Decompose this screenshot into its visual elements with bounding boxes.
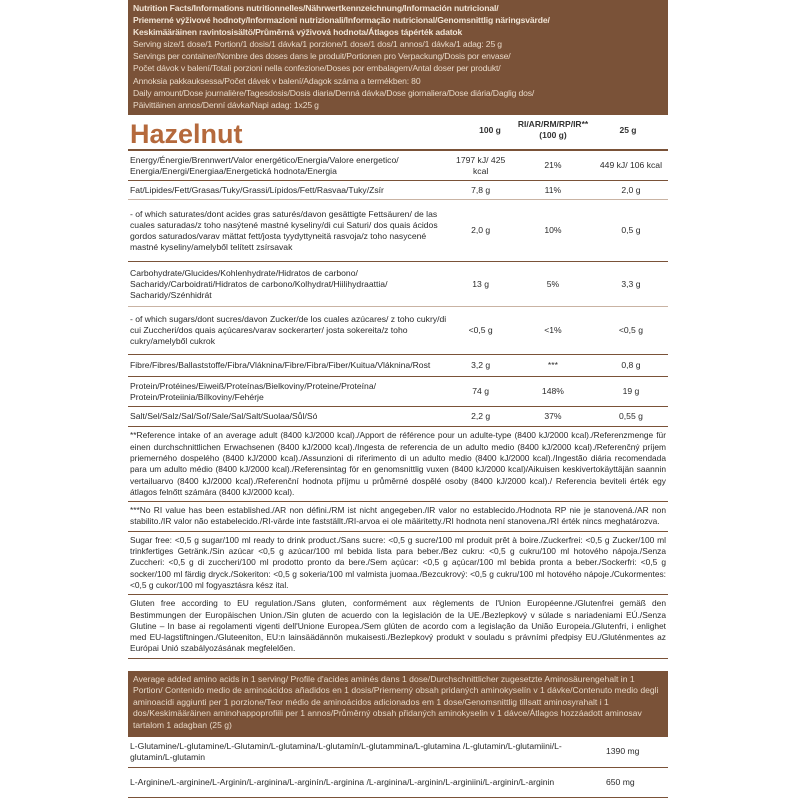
value-ri: <1% bbox=[544, 325, 562, 336]
nutrient-label: - of which saturates/dont acides gras saturés/davon gesättigte Fettsäuren/ de las cuales saturadas/z toho nasýtené mastné kyseliny/di cui Saturi/ dos quais ácidos gordos saturados/varav mättat fett/josta tyydyttyneitä rasvoja/z toho nasycené mastné kyseliny/amelyből telített zsírsavak bbox=[130, 208, 438, 252]
amino-acid-label: L-Glutamine/L-glutamine/L-Glutamin/L-glutamina/L-glutamín/L-glutammina/L-glutamina /L-glutamin/L-glutamiini/L-glutamin/L-glutamin bbox=[130, 740, 562, 762]
table-row bbox=[128, 377, 668, 407]
nutrient-label: Salt/Sel/Salz/Sal/Soľ/Sale/Sal/Salt/Suolaa/Sůl/Só bbox=[130, 411, 318, 422]
value-ri: 5% bbox=[546, 278, 560, 289]
table-row bbox=[128, 767, 668, 797]
value-100g: <0,5 g bbox=[468, 325, 493, 336]
nutrient-label: Protein/Protéines/Eiweiß/Proteínas/Bielkoviny/Proteine/Proteína/ Protein/Proteiinia/Bílkoviny/Fehérje bbox=[130, 380, 377, 402]
amino-acids-table bbox=[128, 737, 668, 798]
title-row bbox=[128, 115, 668, 151]
nutrient-label: Energy/Énergie/Brennwert/Valor energético/Energia/Valore energetico/ Energia/Energi/Energiaa/Energetická hodnota/Energia bbox=[130, 154, 399, 176]
header-line: Nutrition Facts/Informations nutritionnelles/Nährwertkennzeichnung/Información nutricional/ bbox=[133, 3, 499, 13]
value-25g: 3,3 g bbox=[621, 278, 641, 289]
reference-intake-note: **Reference intake of an average adult (8400 kJ/2000 kcal)./Apport de référence pour un adulte-type (8400 kJ/2000 kcal)./Referenzmenge für einen durchschnittlichen Erwachsenen (8400 kJ/2000 kcal)./Ingesta de referencia de un adulto medio (8400 kJ/2000 kcal)./Referenčný príjem priemerného dospelého (8400 kJ/2000 kcal)./Assunzioni di riferimento di un adulto medio (8400 kJ/2000 kcal)./Ingestão diária recomendada para um adulto médio (8400 kJ/2000 kcal)./Referensintag för en genomsnittlig vuxen (8400 kJ/2000 kcal)/Aikuisen keskivertokäyttäjän saannin vertailuarvo (8400 kJ/2000 kcal)./Referenční hodnota příjmu u průměrné dospělé osoby (8400 kJ/2000 kcal)./ Referencia beviteli érték egy átlagos felnőtt számára (8400 kJ/2000 kcal). bbox=[128, 427, 668, 502]
table-row bbox=[128, 200, 668, 262]
serving-info-box bbox=[128, 0, 668, 115]
header-line: Serving size/1 dose/1 Portion/1 dosis/1 dávka/1 porzione/1 dose/1 dos/1 annos/1 dávka/1 adag: 25 g bbox=[133, 39, 502, 50]
table-row bbox=[128, 737, 668, 768]
value-ri: 11% bbox=[544, 184, 562, 195]
column-header-ri-line2: (100 g) bbox=[539, 129, 567, 140]
value-ri: *** bbox=[547, 360, 558, 371]
value-25g: 0,55 g bbox=[619, 411, 643, 422]
column-header-25g: 25 g bbox=[619, 124, 637, 135]
value-100g: 74 g bbox=[472, 386, 490, 397]
value-25g: 449 kJ/ 106 kcal bbox=[599, 160, 662, 171]
header-line: Keskimääräinen ravintosisältö/Průměrná výživová hodnota/Átlagos tápérték adatok bbox=[133, 27, 463, 38]
value-ri: 148% bbox=[541, 386, 564, 397]
value-100g: 3,2 g bbox=[471, 360, 491, 371]
gluten-free-note: Gluten free according to EU regulation./Sans gluten, conformément aux règlements de l'Union Européenne./Glutenfrei gemäß den Bestimmungen der Europäischen Union./Sin gluten de acuerdo con la legislación de la UE./Bezlepkový v súlade s nariadeniami EÚ./Senza Glutine – In base ai regolamenti vigenti dell'Unione Europea./Sem glúten de acordo com a legislação da União Europeia./Glutenfri, i enlighet med EU-lagstiftningen./Gluteeniton, EU:n lainsäädännön mukaisesti./Bezlepkový produkt v souladu s právními předpisy EU./Gluténmentes az Európai Unió szabályozásának megfelelően. bbox=[128, 595, 668, 658]
column-header-ri bbox=[508, 119, 598, 141]
value-100g: 2,2 g bbox=[471, 411, 491, 422]
header-line: Počet dávok v balení/Totali porzioni nella confezione/Doses por embalagem/Antal doser per produkt/ bbox=[133, 63, 501, 74]
value-25g: 0,5 g bbox=[621, 225, 641, 236]
value-100g: 13 g bbox=[472, 278, 490, 289]
value-100g: 2,0 g bbox=[471, 225, 491, 236]
value-ri: 10% bbox=[544, 225, 562, 236]
header-line: Annoksia pakkauksessa/Počet dávek v balení/Adagok száma a termékben: 80 bbox=[133, 75, 421, 86]
nutrition-label bbox=[128, 0, 668, 798]
value-100g: 1797 kJ/ 425 kcal bbox=[456, 154, 506, 176]
table-row bbox=[128, 307, 668, 355]
amino-acids-header-box: Average added amino acids in 1 serving/ Profile d'acides aminés dans 1 dose/Durchschnittlicher zugesetzte Aminosäurengehalt in 1 Portion/ Contenido medio de aminoácidos añadidos en 1 dosis/Priemerný obsah pridaných aminokyselín v 1 dávke/Contenuto medio degli aminoacidi aggiunti per 1 porzione/Teor médio de aminoácidos adicionados em 1 dose/Genomsnittlig tillsatt aminosyrahalt i 1 dos/Keskimääräinen aminohappoprofiili per 1 annos/Průměrný obsah přidaných aminokyselin v 1 dávce/Átlagos hozzáadott aminosav tartalom 1 adagban (25 g) bbox=[128, 671, 668, 737]
value-ri: 37% bbox=[544, 411, 562, 422]
value-25g: <0,5 g bbox=[618, 325, 644, 336]
value-ri: 21% bbox=[544, 160, 562, 171]
nutrient-label: Fibre/Fibres/Ballaststoffe/Fibra/Vláknina/Fibre/Fibra/Fiber/Kuitua/Vláknina/Rost bbox=[130, 360, 431, 371]
value-25g: 19 g bbox=[622, 386, 640, 397]
nutrition-table bbox=[128, 151, 668, 428]
column-header-100g: 100 g bbox=[479, 124, 501, 135]
product-flavor-title: Hazelnut bbox=[130, 118, 243, 149]
value-25g: 2,0 g bbox=[621, 184, 641, 195]
nutrient-label: Fat/Lipides/Fett/Grasas/Tuky/Grassi/Lípidos/Fett/Rasvaa/Tuky/Zsír bbox=[130, 184, 384, 195]
header-line: Daily amount/Dose journalière/Tagesdosis/Dosis diaria/Denná dávka/Dose giornaliera/Dose diária/Daglig dos/ bbox=[133, 87, 535, 98]
sugar-free-note: Sugar free: <0,5 g sugar/100 ml ready to drink product./Sans sucre: <0,5 g sucre/100 ml produit prêt à boire./Zuckerfrei: <0,5 g Zucker/100 ml trinkfertiges Getränk./Sin azúcar <0,5 g azúcar/100 ml bebida lista para beber./Bez cukru: <0,5 g cukru/100 ml hotového nápoja./Senza Zuccheri: <0,5 g di zuccheri/100 ml prodotto pronto da bere./Sem açúcar: <0,5 g açúcar/100 ml bebida pronta a beber./Sockerfri: <0,5 g socker/100 ml färdig dryck./Sokeriton: <0,5 g sokeria/100 ml valmista juomaa./Bezcukrový: <0,5 g cukru/100 ml hotového nápoje./Cukormentes: <0,5 g cukor/100 ml fogyasztásra kész ital. bbox=[128, 532, 668, 595]
table-row bbox=[128, 355, 668, 377]
amino-acid-label: L-Arginine/L-arginine/L-Arginin/L-arginina/L-arginín/L-arginina /L-arginina/L-arginin/L-arginiini/L-arginin/L-arginin bbox=[130, 776, 555, 787]
table-row bbox=[128, 407, 668, 427]
column-header-ri-line1: RI/AR/RM/RP/IR** bbox=[517, 118, 589, 129]
table-row bbox=[128, 181, 668, 200]
ri-not-established-note: ***No RI value has been established./AR non défini./RM ist nicht angegeben./IR valor no establecido./Hodnota RP nie je stanovená./AR non stabilito./IR valor não estabelecido./RI-värde inte fastställt./RI-arvoa ei ole määritetty./RI hodnota není stanovena./RI érték nincs meghatározva. bbox=[128, 502, 668, 532]
header-line: Priemerné výživové hodnoty/Informazioni nutrizionali/Informação nutricional/Genomsnittlig näringsvärde/ bbox=[133, 15, 550, 26]
header-line: Servings per container/Nombre des doses dans le produit/Portionen pro Verpackung/Dosis por envase/ bbox=[133, 51, 511, 62]
nutrient-label: Carbohydrate/Glucides/Kohlenhydrate/Hidratos de carbono/ Sacharidy/Carboidrati/Hidratos de carbono/Kolhydrat/Hiilihydraattia/ Sacharidy/Szénhidrát bbox=[130, 267, 388, 300]
header-line: Päivittäinen annos/Denní dávka/Napi adag: 1x25 g bbox=[133, 99, 319, 110]
table-row bbox=[128, 262, 668, 307]
nutrient-label: - of which sugars/dont sucres/davon Zucker/de los cuales azúcares/ z toho cukry/di cui Zuccheri/dos quais açúcares/varav sockerarter/ josta sokereita/z toho cukry/amelyből cukrok bbox=[130, 314, 447, 347]
amino-acid-value: 1390 mg bbox=[606, 746, 640, 757]
value-25g: 0,8 g bbox=[621, 360, 641, 371]
amino-acid-value: 650 mg bbox=[606, 776, 635, 787]
table-row bbox=[128, 151, 668, 181]
value-100g: 7,8 g bbox=[471, 184, 491, 195]
